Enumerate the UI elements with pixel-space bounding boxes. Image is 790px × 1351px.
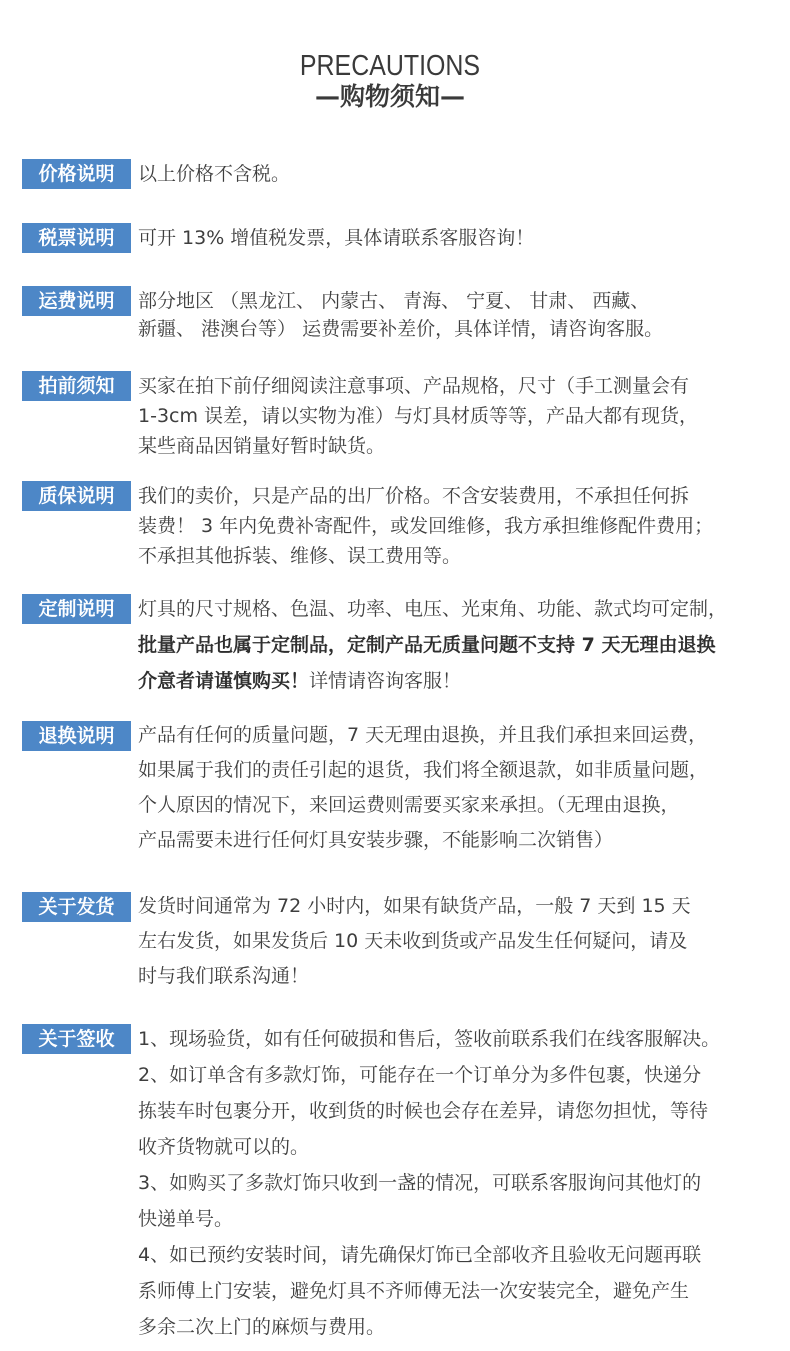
section-body: [138, 591, 786, 699]
body-line: 某些商品因销量好暂时缺货。: [138, 435, 386, 457]
section-tag: 价格说明: [22, 159, 131, 189]
body-line: 买家在拍下前仔细阅读注意事项、产品规格，尺寸（手工测量会有: [138, 375, 690, 397]
section-tag: 关于发货: [22, 892, 131, 922]
body-line: 2、如订单含有多款灯饰，可能存在一个订单分为多件包裹，快递分: [138, 1064, 702, 1086]
section-tag: 拍前须知: [22, 371, 131, 401]
body-line-bold: 批量产品也属于定制品，定制产品无质量问题不支持 7 天无理由退换: [138, 634, 716, 656]
section-body: [138, 159, 786, 189]
body-line: 产品需要未进行任何灯具安装步骤，不能影响二次销售）: [138, 829, 614, 851]
section-tag: 关于签收: [22, 1024, 131, 1054]
body-line: 收齐货物就可以的。: [138, 1136, 310, 1158]
body-line: 新疆、 港澳台等） 运费需要补差价，具体详情，请咨询客服。: [138, 318, 664, 340]
body-line: 可开 13% 增值税发票，具体请联系客服咨询！: [138, 227, 535, 249]
section-tag: 税票说明: [22, 223, 131, 253]
body-line-suffix: 详情请咨询客服！: [309, 670, 462, 692]
body-line: 以上价格不含税。: [138, 163, 291, 185]
body-line: 时与我们联系沟通！: [138, 965, 310, 987]
body-line: 我们的卖价，只是产品的出厂价格。不含安装费用，不承担任何拆: [138, 485, 690, 507]
page-header: [0, 48, 780, 112]
body-line: 系师傅上门安装，避免灯具不齐师傅无法一次安装完全，避免产生: [138, 1280, 690, 1302]
section-body: [138, 223, 786, 253]
body-line: 1-3cm 误差，请以实物为准）与灯具材质等等，产品大都有现货，: [138, 405, 699, 427]
body-line: 4、如已预约安装时间，请先确保灯饰已全部收齐且验收无问题再联: [138, 1244, 702, 1266]
body-line: 产品有任何的质量问题，7 天无理由退换，并且我们承担来回运费，: [138, 724, 708, 746]
body-line: 灯具的尺寸规格、色温、功率、电压、光束角、功能、款式均可定制，: [138, 598, 728, 620]
section-body: [138, 481, 786, 571]
section-body: [138, 287, 786, 343]
section-tag: 运费说明: [22, 286, 131, 316]
section-body: [138, 718, 786, 858]
body-line: 装费！ 3 年内免费补寄配件，或发回维修，我方承担维修配件费用；: [138, 515, 714, 537]
body-line: 发货时间通常为 72 小时内，如果有缺货产品，一般 7 天到 15 天: [138, 895, 691, 917]
body-line: 多余二次上门的麻烦与费用。: [138, 1316, 386, 1338]
body-line: 快递单号。: [138, 1208, 234, 1230]
body-line: 左右发货，如果发货后 10 天未收到货或产品发生任何疑问，请及: [138, 930, 688, 952]
body-line: 部分地区 （黑龙江、 内蒙古、 青海、 宁夏、 甘肃、 西藏、: [138, 290, 650, 312]
section-body: [138, 1021, 786, 1345]
body-line: 如果属于我们的责任引起的退货，我们将全额退款，如非质量问题，: [138, 759, 709, 781]
section-body: [138, 371, 786, 461]
body-line: 3、如购买了多款灯饰只收到一盏的情况，可联系客服询问其他灯的: [138, 1172, 702, 1194]
section-tag: 定制说明: [22, 594, 131, 624]
section-tag: 质保说明: [22, 481, 131, 511]
body-line: 1、现场验货，如有任何破损和售后，签收前联系我们在线客服解决。: [138, 1028, 721, 1050]
section-body: [138, 889, 786, 994]
body-line-bold: 介意者请谨慎购买！: [138, 670, 310, 692]
section-tag: 退换说明: [22, 721, 131, 751]
body-line: 个人原因的情况下，来回运费则需要买家来承担。（无理由退换，: [138, 794, 680, 816]
english-title: PRECAUTIONS: [299, 50, 481, 82]
chinese-title: —购物须知—: [314, 82, 465, 111]
body-line: 不承担其他拆装、维修、误工费用等。: [138, 545, 462, 567]
body-line: 拣装车时包裹分开，收到货的时候也会存在差异，请您勿担忧，等待: [138, 1100, 709, 1122]
